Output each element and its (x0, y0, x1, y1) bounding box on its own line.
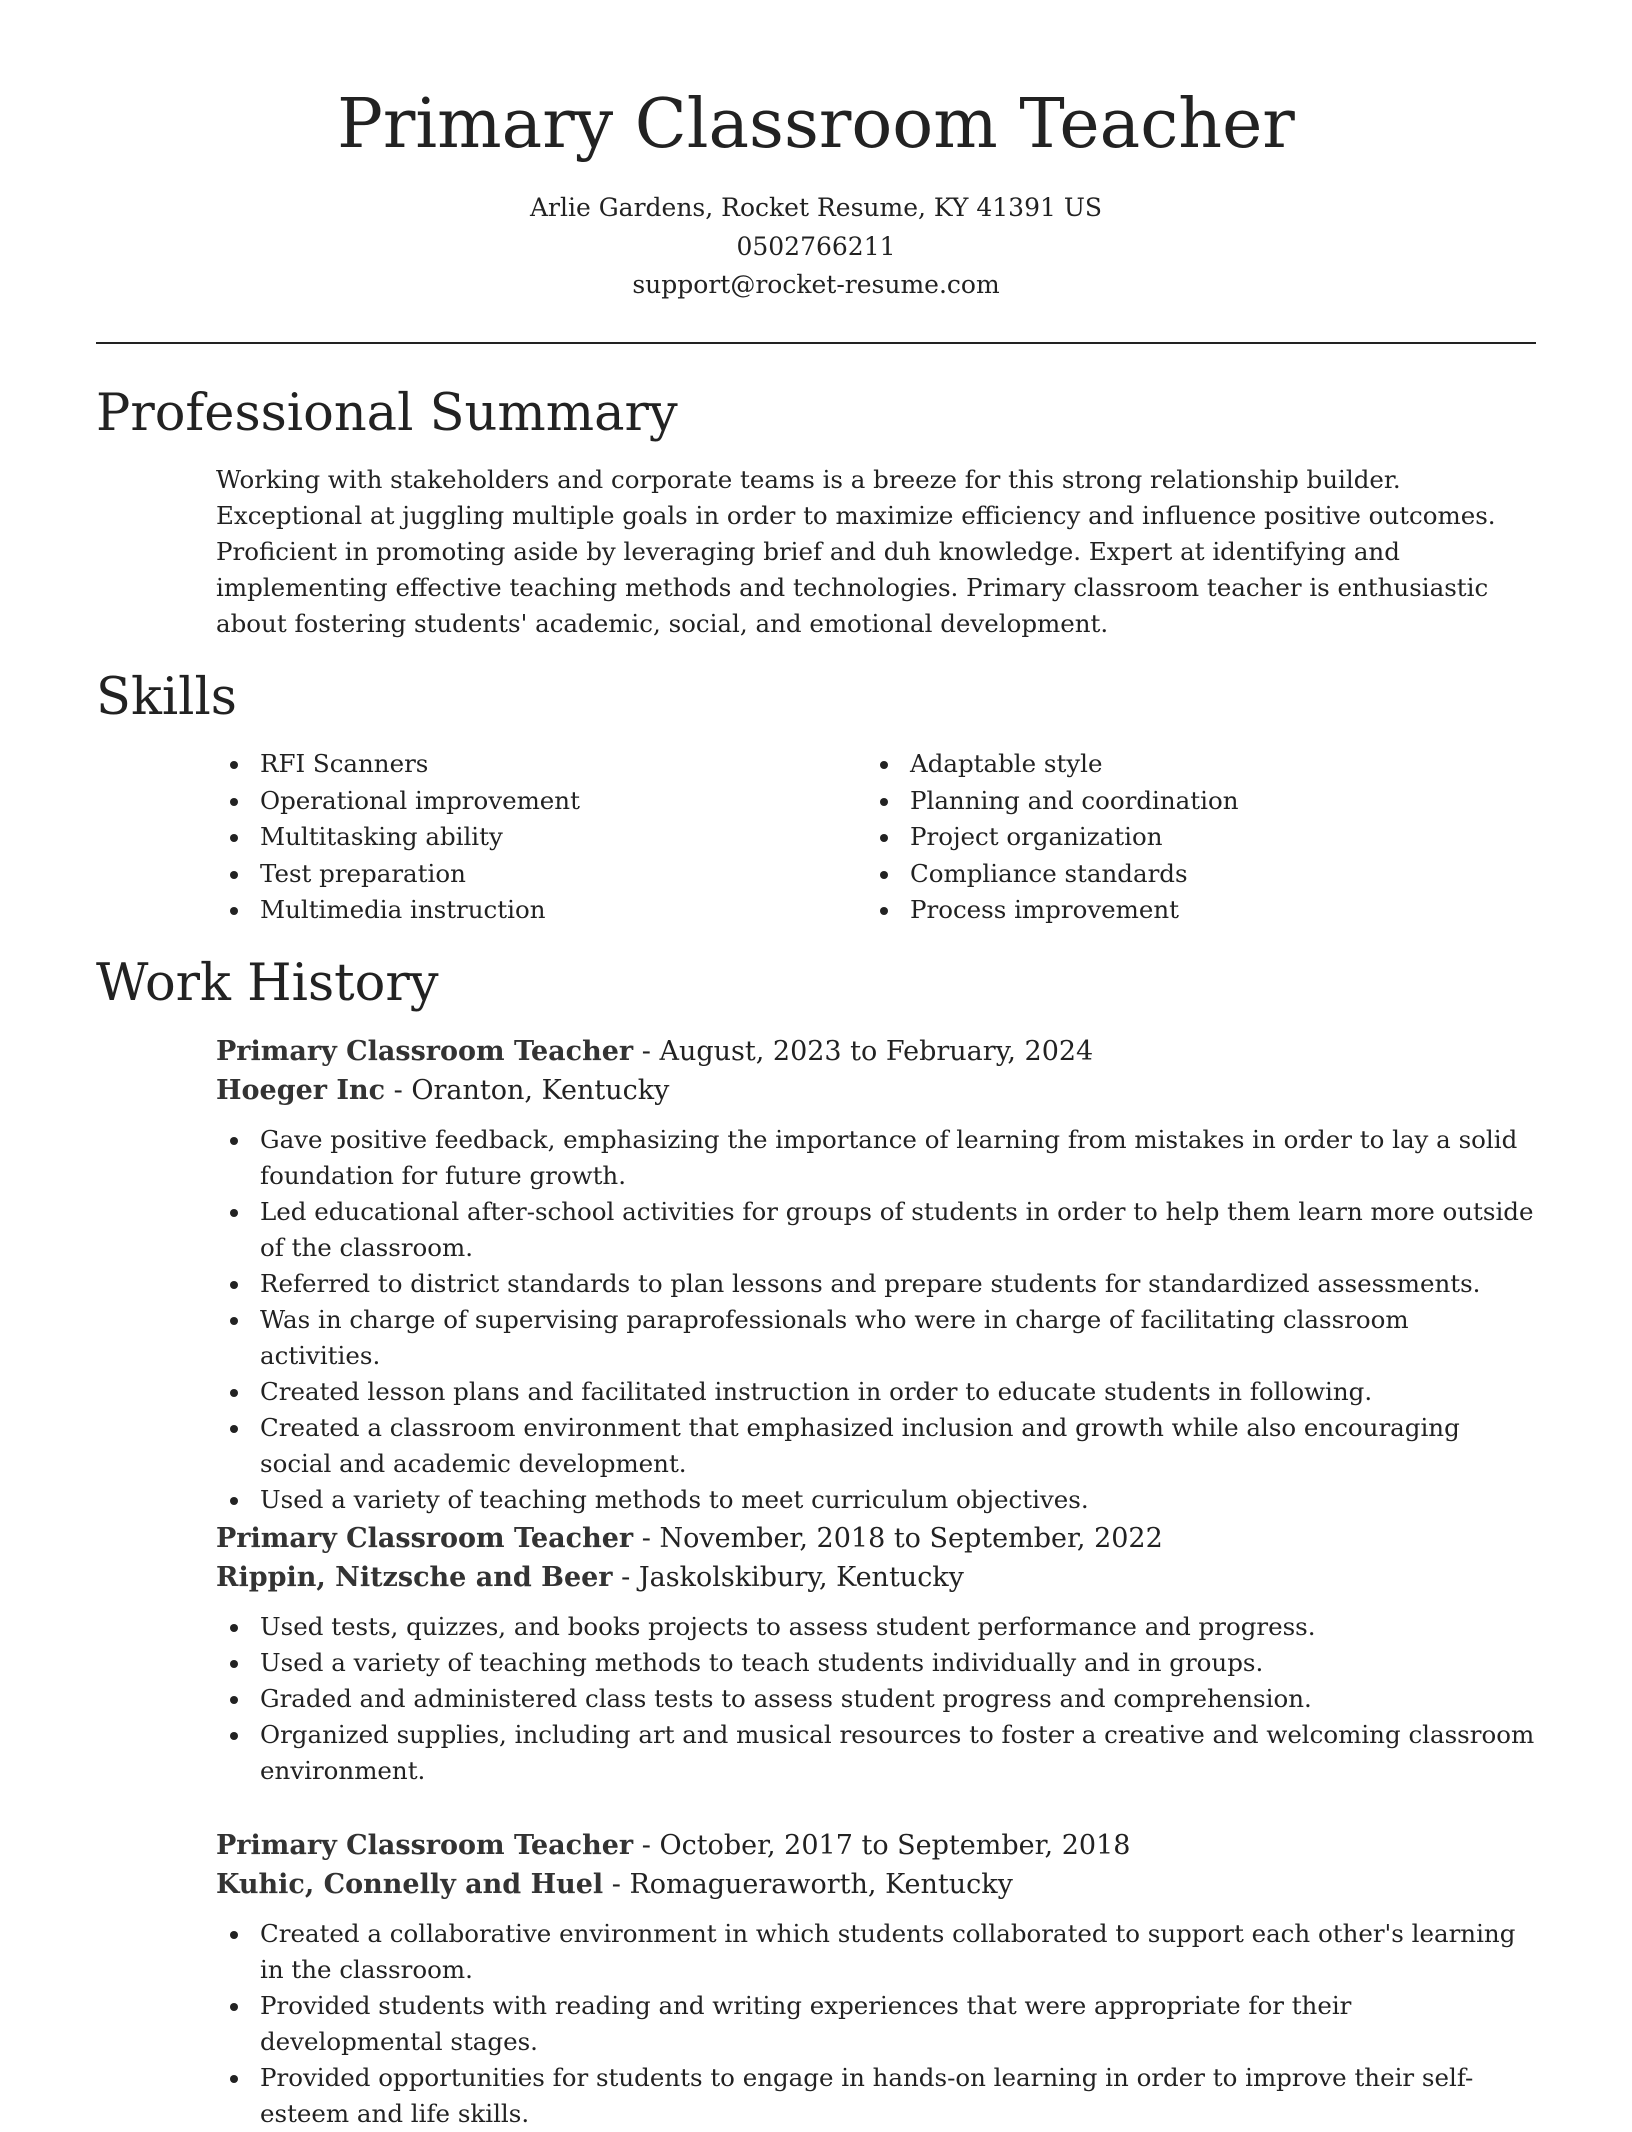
job-location: Romagueraworth, Kentucky (629, 1869, 1013, 1900)
job-role: Primary Classroom Teacher (216, 1830, 634, 1861)
job-entry (216, 1826, 1536, 2132)
job-separator: - (603, 1869, 630, 1900)
job-bullet: Used tests, quizzes, and books projects to assess student performance and progress. (216, 1609, 1536, 1645)
job-separator: - (633, 1523, 660, 1554)
job-location: Oranton, Kentucky (411, 1075, 670, 1106)
skill-item: Project organization (866, 819, 1536, 856)
job-company: Kuhic, Connelly and Huel (216, 1869, 604, 1900)
job-bullet: Created a collaborative environment in which students collaborated to support each other's learning in the classroom. (216, 1916, 1536, 1988)
job-location: Jaskolskibury, Kentucky (638, 1562, 964, 1593)
job-title-line (216, 1032, 1536, 1071)
job-dates: October, 2017 to September, 2018 (659, 1830, 1131, 1861)
job-entry (216, 1519, 1536, 1789)
job-bullet: Used a variety of teaching methods to meet curriculum objectives. (216, 1482, 1536, 1518)
skills-list-right (866, 746, 1536, 929)
job-company-line (216, 1071, 1536, 1110)
job-bullet: Led educational after-school activities for groups of students in order to help them learn more outside of the classroom. (216, 1194, 1536, 1266)
job-bullets (216, 1609, 1536, 1789)
contact-phone: 0502766211 (736, 232, 896, 261)
job-bullet: Was in charge of supervising paraprofessionals who were in charge of facilitating classroom activities. (216, 1302, 1536, 1374)
job-title-line (216, 1519, 1536, 1558)
job-bullet: Created lesson plans and facilitated instruction in order to educate students in following. (216, 1374, 1536, 1410)
job-company-line (216, 1865, 1536, 1904)
skill-item: Operational improvement (216, 783, 816, 820)
skill-item: RFI Scanners (216, 746, 816, 783)
job-company-line (216, 1558, 1536, 1597)
job-role: Primary Classroom Teacher (216, 1036, 634, 1067)
skill-item: Planning and coordination (866, 783, 1536, 820)
job-bullet: Used a variety of teaching methods to teach students individually and in groups. (216, 1645, 1536, 1681)
job-entry (216, 1032, 1536, 1518)
job-bullet: Provided opportunities for students to engage in hands-on learning in order to improve their self-esteem and life skills. (216, 2060, 1536, 2132)
skill-item: Multitasking ability (216, 819, 816, 856)
job-bullet: Provided students with reading and writing experiences that were appropriate for their developmental stages. (216, 1988, 1536, 2060)
job-bullet: Referred to district standards to plan lessons and prepare students for standardized assessments. (216, 1266, 1536, 1302)
job-company: Hoeger Inc (216, 1075, 386, 1106)
work-history-heading: Work History (96, 954, 439, 1013)
job-separator: - (633, 1830, 660, 1861)
job-role: Primary Classroom Teacher (216, 1523, 634, 1554)
job-dates: August, 2023 to February, 2024 (659, 1036, 1094, 1067)
skill-item: Test preparation (216, 856, 816, 893)
header-divider (96, 342, 1536, 344)
job-bullets (216, 1916, 1536, 2132)
summary-text: Working with stakeholders and corporate teams is a breeze for this strong relationship builder. Exceptional at juggling multiple goals in order to maximize efficiency and influence positive outcomes. Proficient in promoting aside by leveraging brief and duh knowledge. Expert at identifying and implementing effective teaching methods and technologies. Primary classroom teacher is enthusiastic about fostering students' academic, social, and emotional development. (216, 465, 1496, 638)
job-dates: November, 2018 to September, 2022 (659, 1523, 1163, 1554)
job-separator: - (633, 1036, 660, 1067)
skill-item: Compliance standards (866, 856, 1536, 893)
job-bullet: Created a classroom environment that emphasized inclusion and growth while also encouraging social and academic development. (216, 1410, 1536, 1482)
skills-heading: Skills (96, 668, 237, 727)
summary-heading: Professional Summary (96, 384, 678, 443)
job-company: Rippin, Nitzsche and Beer (216, 1562, 613, 1593)
job-bullet: Gave positive feedback, emphasizing the importance of learning from mistakes in order to lay a solid foundation for future growth. (216, 1122, 1536, 1194)
skills-list-left (216, 746, 816, 929)
skill-item: Adaptable style (866, 746, 1536, 783)
skill-item: Process improvement (866, 892, 1536, 929)
job-bullet: Organized supplies, including art and musical resources to foster a creative and welcoming classroom environment. (216, 1717, 1536, 1789)
contact-address: Arlie Gardens, Rocket Resume, KY 41391 US (529, 193, 1103, 222)
job-bullets (216, 1122, 1536, 1518)
job-bullet: Graded and administered class tests to assess student progress and comprehension. (216, 1681, 1536, 1717)
skill-item: Multimedia instruction (216, 892, 816, 929)
job-separator: - (385, 1075, 412, 1106)
contact-email[interactable]: support@rocket-resume.com (632, 270, 1000, 299)
job-separator: - (612, 1562, 639, 1593)
resume-name: Primary Classroom Teacher (337, 85, 1295, 164)
job-title-line (216, 1826, 1536, 1865)
